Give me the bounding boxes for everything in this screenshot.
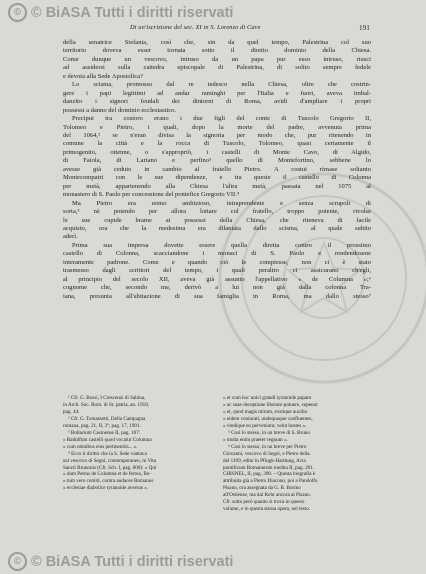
footnote-line: romana, pag. 21, II, 3º; pag. 17, 1901. xyxy=(63,422,141,429)
footnote-line: Giovanni, vescovo di Segni, e Pietro della xyxy=(223,450,310,457)
footnote-line: Sancti Brunonis (Cfr. Sch. I, pag. 800): « Qui xyxy=(63,464,157,471)
footnote-line: attribuita già a Pietro Diacono, poi a Pandolfo xyxy=(223,478,318,485)
text-line: Precipui tra costoro erano i due figli del conte di Tuscolo Gregorio II, xyxy=(72,115,371,123)
footnotes-left-column xyxy=(63,395,211,513)
footnote-line: pontificum Romanorum inedita II, pag. 201. xyxy=(223,464,315,471)
copyright-icon: © xyxy=(8,552,27,571)
footnote-line: ³ Bullarium Casinense II, pag. 107: xyxy=(68,429,141,436)
page-number: 191 xyxy=(359,24,370,32)
footnote-line: « Radulfum castelli quod vocatur Columna xyxy=(63,436,152,443)
text-line: avesse già ceduto in cambio al fratello Pietro. A costui rimase soltanto xyxy=(63,165,371,173)
footnote-line: « eidem coniurati, undequaque confluentes, xyxy=(223,415,313,422)
footnote-line: ⁴ Ecco il diritto che la S. Sede vantava xyxy=(68,450,147,457)
text-line: Ma Pietro era uomo ambizioso, intraprendente e senza scrupoli di xyxy=(72,199,371,207)
text-line: gere i papi legittimi ad andar raminghi per l'Italia e fuori, aveva imbal- xyxy=(63,89,371,97)
text-line: Prima sua impresa dovette essere quella diretta contro il prossimo xyxy=(72,241,371,249)
text-line: le sue cupide brame ai possessi della Chiesa, che riteneva di facile xyxy=(63,216,371,224)
footnote-line: in Arch. Soc. Rom. di St. patria, an. 1918, xyxy=(63,401,150,408)
footnote-line: volume, e in questa stessa opera, nel testo. xyxy=(223,506,311,513)
footnote-line: « et cum hoc unici grandi tyrannide papam xyxy=(223,395,312,401)
footnote-line: « ecclesiae diabolice tyrannide aversus ». xyxy=(63,485,149,492)
footnote-line: CHISNEL, II, pag. 390. – Questa biografia è xyxy=(223,471,316,478)
footnote-line: Cfr. sotto però quanto si trova in questo xyxy=(223,499,305,506)
footnote-line: sul vescovo di Segni, contemporaneo, in Vita xyxy=(63,457,156,464)
watermark-top-text: © BiASA Tutti i diritti riservati xyxy=(31,4,234,21)
text-line: ad assidersi sulla cattedra episcopale di Palestrina, di solito sempre fedele xyxy=(63,64,371,72)
footnote-line: « et, quod magis mirum, exstique auxilia xyxy=(223,408,307,415)
text-line: Tolomeo e Pietro, i quali, dopo la morte del padre, avvenuta prima xyxy=(63,123,371,131)
footnote-line: pag. 44. xyxy=(63,408,80,415)
running-title: Di un'iscrizione del sec. XI in S. Lorenzo di Cave xyxy=(130,24,261,31)
footnote-line: ⁵ Cosi lo stesso, in un breve di S. Bruno xyxy=(228,429,310,436)
watermark-bottom-text: © BiASA Tutti i diritti riservati xyxy=(31,553,234,570)
footnote-line: ¹ Cfr. G. Bossi, I Crescenzi di Sabina, xyxy=(68,395,146,401)
footnote-line: all'Ostiense, ma dal Kehr ancora al Pisano. xyxy=(223,492,312,499)
text-line: danzito i signori feudali dei dintorni di Roma, avidi d'ampliare i propri xyxy=(63,98,371,106)
text-line: della senatrice Stefania, così che, sin da quel tempo, Palestrina col suo xyxy=(63,39,371,46)
text-line: Come dunque un vescovo, intruso da un papa pur esso intruso, riusci xyxy=(63,55,371,63)
running-head xyxy=(0,24,426,36)
text-line: per metà, appartenendo alla Chiesa l'altra metà, passata nel 1075 al xyxy=(63,182,371,190)
watermark-top xyxy=(8,3,233,22)
text-line: acquisto, ora che la medesima era dilaniata dallo scisma, al quale subito xyxy=(63,224,371,232)
footnote-line: « multa enim praeter regnum ». xyxy=(223,436,288,443)
text-line: cognome che, secondo me, derivò a lui non già dalla colonna Tra- xyxy=(63,284,371,292)
main-text xyxy=(63,39,371,301)
text-line: monastero di S. Paolo per concessione del pontefice Gregorio VII.⁴ xyxy=(63,191,240,199)
text-line: sorta,⁵ nè potendo per allora lottare col fratello, troppo potente, rivolse xyxy=(63,208,371,216)
text-line: comune la città e la rocca di Tuscolo, Tolomeo, quasi certamente il xyxy=(63,140,371,148)
text-line: castello di Colonna, scacciandone i monaci di S. Paolo e rendendosene xyxy=(63,250,371,258)
footnote-line: ² Cfr. G. Tomassetti, Della Campagna xyxy=(68,415,146,422)
text-line: territorio doveva esser tornata sotto il diretto dominio della Chiesa. xyxy=(63,47,371,55)
footnote-line: Pisano, ora assegnata da G. B. Borino xyxy=(223,485,301,492)
text-line: possessi a danno del dominio ecclesiastico. xyxy=(63,106,177,114)
footnote-line: « ac suae deceptione liberare potuere, supenor xyxy=(223,401,318,408)
text-line: Montecompatri con le sue dipendenze, e tra queste il castello di Colonna xyxy=(63,174,371,182)
text-line: trasmesso dagli scrittori del tempo, i quali peraltro ci assicurano ch'egli, xyxy=(63,267,371,275)
text-line: e devota alla Sede Apostolica? xyxy=(63,72,143,80)
watermark-bottom xyxy=(8,552,233,571)
text-line: aderì. xyxy=(63,233,78,241)
footnote-line: ⁶ Cosi lo stesso, in un breve per Pietro xyxy=(228,443,307,450)
text-line: al principio del secolo XII, aveva già assunto l'appellativo « de Columna »;⁶ xyxy=(63,275,371,283)
text-line: di Faiola, di Lariano e perfino³ quello di Montefortino, sebbene lo xyxy=(63,157,371,165)
text-line: iana, presunta all'abitazione di sua famiglia in Roma, ma dallo stesso⁷ xyxy=(63,292,371,300)
text-line: primogenito, ottenne, o s'appropriò, i castelli di Monte Cavo, di Algido, xyxy=(63,148,371,156)
footnote-line: del 1109, edito in Pflugk-Harttung, Acta xyxy=(223,457,306,464)
copyright-icon: © xyxy=(8,3,27,22)
text-line: del 1064,² se n'eran divisa la signoria per modo che, pur ritenendo in xyxy=(63,131,371,139)
footnote-line: « tum vero comiti, contra audaces Romanos xyxy=(63,478,154,485)
footnote-line: « cum omnibus eius pertinentiis... ». xyxy=(63,443,138,450)
text-line: interamente padrone. Come e quando ciò le compiesse, non ci è stato xyxy=(63,258,371,266)
text-line: Lo scisma, promosso dal re tedesco nella Chiesa, oltre che costrin- xyxy=(72,81,371,89)
footnote-line: « vindique eo perveniunt, velut hostes ». xyxy=(223,422,307,429)
footnote-line: « dum Petrus de Columna et de ferrea, Bo- xyxy=(63,471,152,478)
footnotes-right-column xyxy=(223,395,371,513)
footnotes xyxy=(63,395,371,513)
